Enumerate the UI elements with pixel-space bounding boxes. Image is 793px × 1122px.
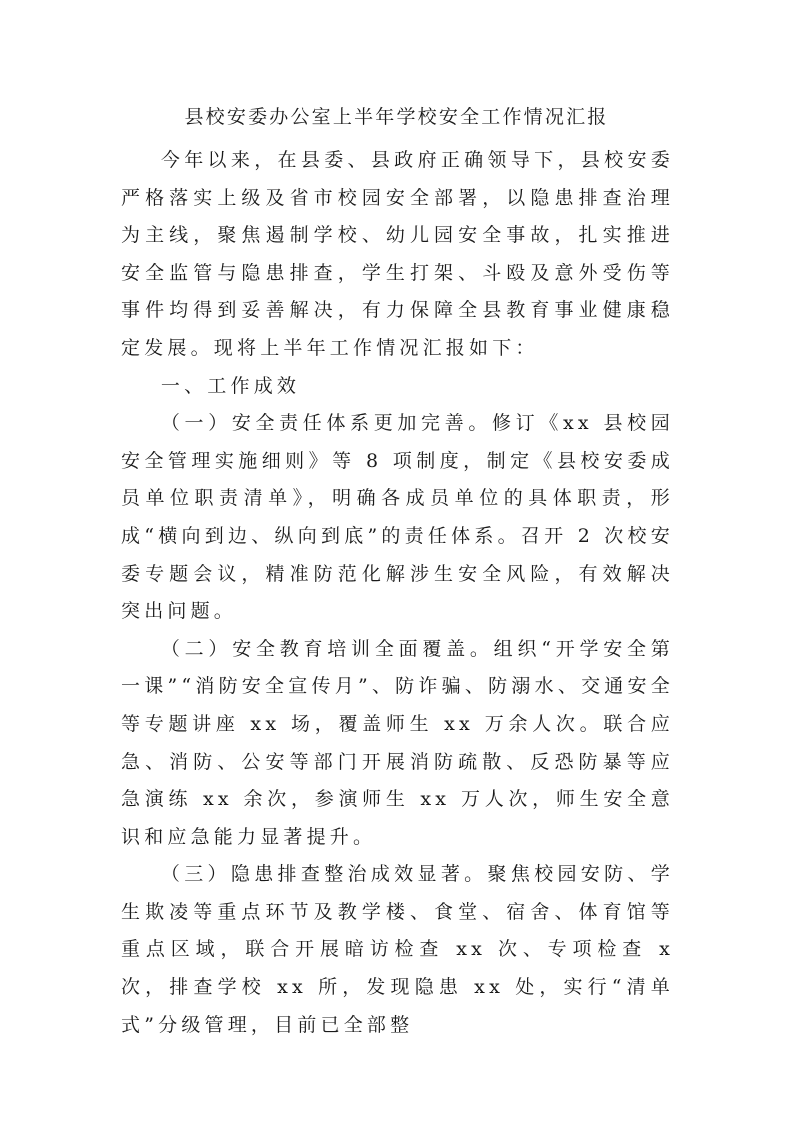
- paragraph-safety-responsibility: （一）安全责任体系更加完善。修订《xx 县校园安全管理实施细则》等 8 项制度，制定《县校安委成员单位职责清单》，明确各成员单位的具体职责，形成“横向到边、纵向到底”的责任体系。召开 2 次校安委专题会议，精准防范化解涉生安全风险，有效解决突出问题。: [121, 412, 674, 623]
- document-title: 县校安委办公室上半年学校安全工作情况汇报: [184, 106, 609, 128]
- paragraph-hazard-inspection: （三）隐患排查整治成效显著。聚焦校园安防、学生欺凌等重点环节及教学楼、食堂、宿舍、体育馆等重点区域，联合开展暗访检查 xx 次、专项检查 x 次，排查学校 xx 所，发现隐患 xx 处，实行“清单式”分级管理，目前已全部整: [121, 863, 674, 1036]
- document-body: [121, 142, 674, 1044]
- intro-paragraph: 今年以来，在县委、县政府正确领导下，县校安委严格落实上级及省市校园安全部署，以隐患排查治理为主线，聚焦遏制学校、幼儿园安全事故，扎实推进安全监管与隐患排查，学生打架、斗殴及意外受伤等事件均得到妥善解决，有力保障全县教育事业健康稳定发展。现将上半年工作情况汇报如下：: [121, 149, 674, 359]
- section-heading-work-results: 一、工作成效: [160, 374, 301, 397]
- paragraph-safety-education: （二）安全教育培训全面覆盖。组织“开学安全第一课”“消防安全宣传月”、防诈骗、防溺水、交通安全等专题讲座 xx 场，覆盖师生 xx 万余人次。联合应急、消防、公安等部门开展消防疏散、反恐防暴等应急演练 xx 余次，参演师生 xx 万人次，师生安全意识和应急能力显著提升。: [121, 637, 674, 848]
